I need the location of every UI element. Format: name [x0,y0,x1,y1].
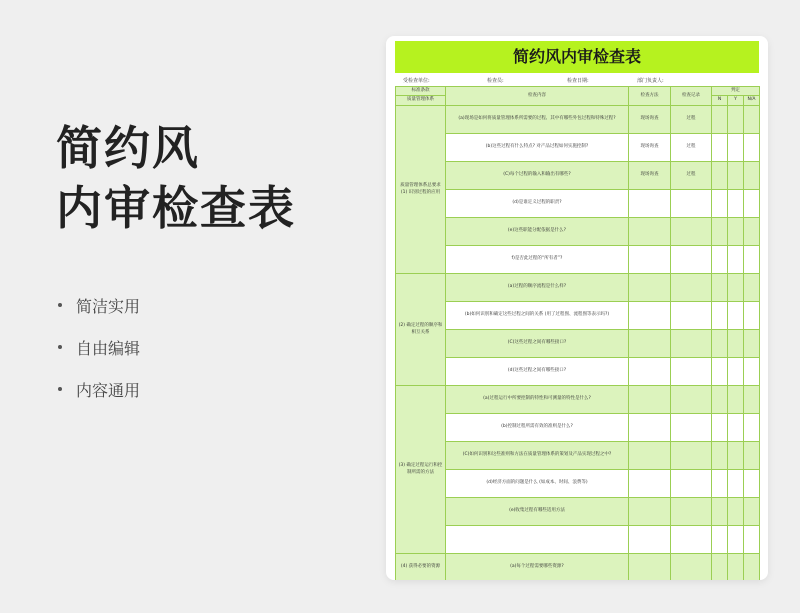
method-cell [629,442,671,470]
judge-n-cell [712,302,728,330]
judge-n-cell [712,246,728,274]
judge-y-cell [728,554,744,581]
info-row [395,74,759,86]
content-cell: (C)每个过程的输入和输出有哪些? [446,162,629,190]
header-n: N [712,96,728,106]
judge-na-cell [744,386,760,414]
header-content: 检查内容 [446,87,629,106]
method-cell: 现场询查 [629,134,671,162]
judge-na-cell [744,134,760,162]
record-cell [671,330,712,358]
method-cell [629,386,671,414]
table-row [396,358,760,386]
judge-n-cell [712,190,728,218]
judge-y-cell [728,106,744,134]
record-cell [671,498,712,526]
judge-y-cell [728,246,744,274]
header-method: 检查方法 [629,87,671,106]
judge-y-cell [728,498,744,526]
table-row [396,134,760,162]
method-cell [629,330,671,358]
judge-na-cell [744,106,760,134]
record-cell [671,470,712,498]
content-cell: f)是否此过程的“所有者”? [446,246,629,274]
record-cell [671,414,712,442]
checklist-table [395,86,760,580]
judge-y-cell [728,330,744,358]
record-cell [671,442,712,470]
table-row [396,498,760,526]
judge-y-cell [728,302,744,330]
judge-y-cell [728,162,744,190]
feature-item [58,368,140,410]
promo-title-line2: 内审检查表 [56,181,296,235]
table-row [396,218,760,246]
method-cell [629,498,671,526]
judge-na-cell [744,302,760,330]
content-cell: (e)这些职能分配依据是什么? [446,218,629,246]
judge-y-cell [728,358,744,386]
feature-label: 简洁实用 [76,296,141,316]
header-judge: 判定 [712,87,760,96]
content-cell: (e)收集过程有哪些适用方法 [446,498,629,526]
judge-na-cell [744,358,760,386]
header-standard: 标准条款 [396,87,446,96]
judge-n-cell [712,470,728,498]
clause-cell: (2) 确定过程的顺序和相互关系 [396,274,446,386]
judge-y-cell [728,470,744,498]
bullet-icon [58,387,62,391]
feature-label: 内容通用 [76,380,141,400]
content-cell: (C)如何识别和这些准则和方法在质量管理体系的策划及产品实现过程之中? [446,442,629,470]
header-y: Y [728,96,744,106]
method-cell [629,190,671,218]
record-cell [671,386,712,414]
judge-na-cell [744,162,760,190]
judge-y-cell [728,134,744,162]
judge-y-cell [728,526,744,554]
judge-n-cell [712,358,728,386]
judge-na-cell [744,554,760,581]
content-cell: (a)每个过程需要哪些资源? [446,554,629,581]
bullet-icon [58,303,62,307]
promo-title-line1: 简约风 [56,121,200,175]
feature-item [58,284,140,326]
method-cell [629,274,671,302]
method-cell: 现场询查 [629,106,671,134]
judge-y-cell [728,218,744,246]
clause-cell: (3) 确定过程运行和控制所需的方法 [396,386,446,554]
judge-n-cell [712,498,728,526]
document-preview [386,36,768,580]
content-cell: (C)这些过程之间有哪些接口? [446,330,629,358]
judge-n-cell [712,218,728,246]
judge-n-cell [712,442,728,470]
table-row [396,274,760,302]
record-cell [671,246,712,274]
method-cell [629,554,671,581]
header-row [396,87,760,96]
header-record: 检查记录 [671,87,712,106]
judge-na-cell [744,246,760,274]
content-cell: (a)过程的顺序流程是什么样? [446,274,629,302]
bullet-icon [58,345,62,349]
judge-y-cell [728,274,744,302]
record-cell [671,358,712,386]
judge-na-cell [744,274,760,302]
content-cell: (b)控制过程所需有效的准则是什么? [446,414,629,442]
judge-na-cell [744,498,760,526]
judge-n-cell [712,134,728,162]
table-row [396,442,760,470]
table-row [396,302,760,330]
judge-na-cell [744,414,760,442]
table-row [396,246,760,274]
record-cell [671,554,712,581]
method-cell [629,414,671,442]
manager-label: 部门负责人: [637,78,664,84]
judge-n-cell [712,554,728,581]
table-row [396,386,760,414]
feature-item [58,326,140,368]
record-cell: 过程 [671,134,712,162]
feature-label: 自由编辑 [76,338,141,358]
judge-y-cell [728,414,744,442]
table-row [396,526,760,554]
clause-cell: (4) 获得必要的资源 [396,554,446,581]
judge-n-cell [712,414,728,442]
table-row [396,470,760,498]
content-cell: (a)现场是如何将质量管理体系所需要的过程、其中有哪些外包过程和特殊过程? [446,106,629,134]
promo-title [56,118,296,238]
content-cell: (d)这些过程之间有哪些接口? [446,358,629,386]
content-cell: (d)是谁定义过程的职责? [446,190,629,218]
judge-n-cell [712,274,728,302]
date-label: 检查日期: [567,78,589,84]
content-cell [446,526,629,554]
table-row [396,162,760,190]
method-cell [629,302,671,330]
judge-n-cell [712,526,728,554]
content-cell: (a)过程运行中所要控制的特性和可测量的特性是什么? [446,386,629,414]
judge-n-cell [712,106,728,134]
table-row [396,554,760,581]
judge-y-cell [728,442,744,470]
inspector-label: 检查员: [487,78,504,84]
record-cell [671,218,712,246]
record-cell: 过程 [671,162,712,190]
record-cell [671,526,712,554]
feature-list [58,284,140,410]
record-cell [671,274,712,302]
judge-na-cell [744,526,760,554]
content-cell: (d)经济方面的问题是什么 (如成本、时间、浪费等) [446,470,629,498]
judge-na-cell [744,218,760,246]
record-cell [671,302,712,330]
header-system: 质量管理体系 [396,96,446,106]
method-cell: 现场询查 [629,162,671,190]
judge-na-cell [744,442,760,470]
method-cell [629,526,671,554]
content-cell: (b)如何识别和确定这些过程之间的关系 (用了过程图、流程图等表示吗?) [446,302,629,330]
judge-na-cell [744,470,760,498]
record-cell: 过程 [671,106,712,134]
judge-na-cell [744,190,760,218]
record-cell [671,190,712,218]
judge-n-cell [712,330,728,358]
clause-cell: 质量管理体系总要求 (1) 识别过程的应用 [396,106,446,274]
judge-y-cell [728,190,744,218]
content-cell: (b)这些过程有什么特点? 对产品过程如何实施控制? [446,134,629,162]
document-title: 简约风内审检查表 [395,41,759,73]
judge-na-cell [744,330,760,358]
method-cell [629,218,671,246]
table-row [396,330,760,358]
method-cell [629,358,671,386]
judge-n-cell [712,162,728,190]
unit-label: 受检查单位: [403,78,430,84]
method-cell [629,470,671,498]
table-row [396,190,760,218]
method-cell [629,246,671,274]
judge-y-cell [728,386,744,414]
table-row [396,106,760,134]
header-na: N/A [744,96,760,106]
table-row [396,414,760,442]
judge-n-cell [712,386,728,414]
